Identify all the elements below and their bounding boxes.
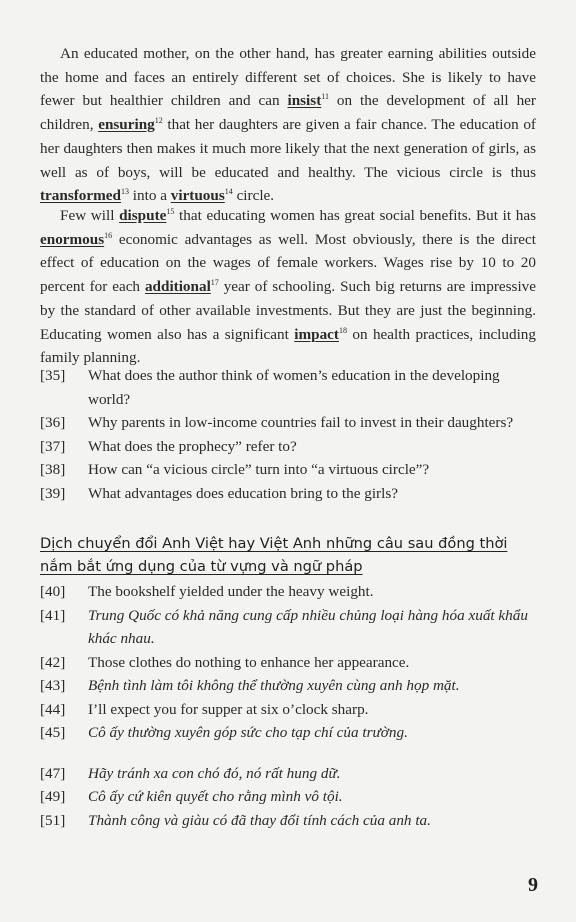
footnote-number: 17 [210, 278, 219, 288]
paragraph-text: year of schooling. Such big returns are impressive by the standard of other available investments. But they are just the beginning. Educating women also has a significant [40, 278, 537, 343]
paragraph-text: that educating women has great social benefits. But it has [174, 207, 536, 224]
translation-text: The bookshelf yielded under the heavy weight. [88, 583, 374, 600]
translation-item [40, 809, 540, 833]
footnote-number: 14 [224, 187, 233, 197]
question-text: What does the prophecy” refer to? [88, 437, 297, 455]
translation-number: [43] [40, 677, 66, 694]
paragraph-educated-mother [40, 42, 536, 208]
vocab-keyword: enormous [40, 230, 105, 248]
translation-number: [44] [40, 700, 66, 718]
question-number: [36] [40, 414, 66, 431]
footnote-number: 18 [338, 325, 347, 335]
paragraph-text: Few will [60, 207, 120, 224]
paragraph-text: on the development of all her children, [40, 92, 536, 134]
vocab-keyword: additional [144, 278, 211, 296]
footnote-number: 15 [166, 206, 175, 216]
translation-text: Thành công và giàu có đã thay đổi tính cách của anh ta. [88, 811, 431, 829]
translation-text: Bệnh tình làm tôi không thể thường xuyên cùng anh họp mặt. [88, 677, 460, 694]
translation-number: [49] [40, 788, 66, 805]
translation-item [40, 674, 540, 698]
question-number: [35] [40, 367, 66, 384]
paragraph-text: into a [128, 187, 171, 205]
translation-exercises [40, 580, 540, 832]
paragraph-text: on health practices, including family planning. [40, 325, 536, 367]
translation-number: [40] [40, 583, 66, 600]
question-text: Why parents in low-income countries fail to invest in their daughters? [88, 414, 514, 431]
vocab-keyword: impact [294, 325, 339, 343]
translation-item [40, 721, 540, 745]
question-item [40, 364, 540, 411]
paragraph-text: An educated mother, on the other hand, has greater earning abilities outside the home and faces an entirely different set of choices. She is likely to have fewer but healthier children and can [40, 45, 536, 110]
translation-number: [51] [40, 811, 66, 829]
paragraph-text: economic advantages as well. Most obviously, there is the direct effect of education on the wages of female workers. Wages rise by 10 to 20 percent for each [40, 230, 536, 296]
translation-number: [47] [40, 764, 66, 782]
question-number: [38] [40, 461, 66, 478]
translation-number: [41] [40, 606, 66, 624]
section-heading: Dịch chuyển đổi Anh Việt hay Việt Anh những câu sau đồng thời nắm bắt ứng dụng của từ vựng và ngữ pháp [40, 535, 508, 575]
footnote-number: 13 [120, 187, 129, 197]
question-item [40, 482, 540, 506]
translation-text: I’ll expect you for supper at six o’clock sharp. [88, 700, 369, 718]
question-item [40, 411, 540, 435]
translation-text: Those clothes do nothing to enhance her appearance. [88, 653, 410, 671]
question-number: [39] [40, 484, 66, 502]
translation-text: Cô ấy thường xuyên góp sức cho tạp chí của trường. [88, 724, 408, 741]
translation-text: Hãy tránh xa con chó đó, nó rất hung dữ. [88, 764, 341, 782]
translation-item [40, 785, 540, 809]
page-number: 9 [528, 874, 538, 896]
vocab-keyword: insist [287, 92, 322, 110]
question-number: [37] [40, 437, 66, 455]
paragraph-text: circle. [232, 187, 275, 205]
paragraph-economic-advantages [40, 204, 536, 370]
translation-item [40, 651, 540, 675]
vocab-keyword: dispute [119, 207, 167, 224]
translation-text: Trung Quốc có khả năng cung cấp nhiều chủng loại hàng hóa xuất khẩu khác nhau. [88, 606, 528, 647]
translation-item [40, 698, 540, 722]
translation-item [40, 604, 540, 651]
paragraph-text: that her daughters are given a fair chance. The education of her daughters then makes it much more likely that the next generation of girls, as well as of boys, will be educated and healthy. The vicious circle is thus [40, 116, 536, 181]
translation-item [40, 762, 540, 786]
question-item [40, 458, 540, 482]
vocab-keyword: virtuous [170, 187, 225, 205]
question-text: What advantages does education bring to the girls? [88, 484, 398, 502]
vocab-keyword: transformed [40, 187, 121, 205]
footnote-number: 12 [154, 116, 163, 126]
footnote-number: 11 [321, 92, 329, 102]
translation-number: [42] [40, 653, 66, 671]
question-item [40, 435, 540, 459]
footnote-number: 16 [104, 230, 113, 240]
question-text: What does the author think of women’s education in the developing world? [88, 367, 500, 408]
vocab-keyword: ensuring [98, 116, 155, 134]
translation-text: Cô ấy cứ kiên quyết cho rằng mình vô tội. [88, 788, 343, 805]
question-text: How can “a vicious circle” turn into “a virtuous circle”? [88, 461, 430, 478]
comprehension-questions [40, 364, 540, 505]
translation-item [40, 580, 540, 604]
translation-number: [45] [40, 724, 66, 741]
